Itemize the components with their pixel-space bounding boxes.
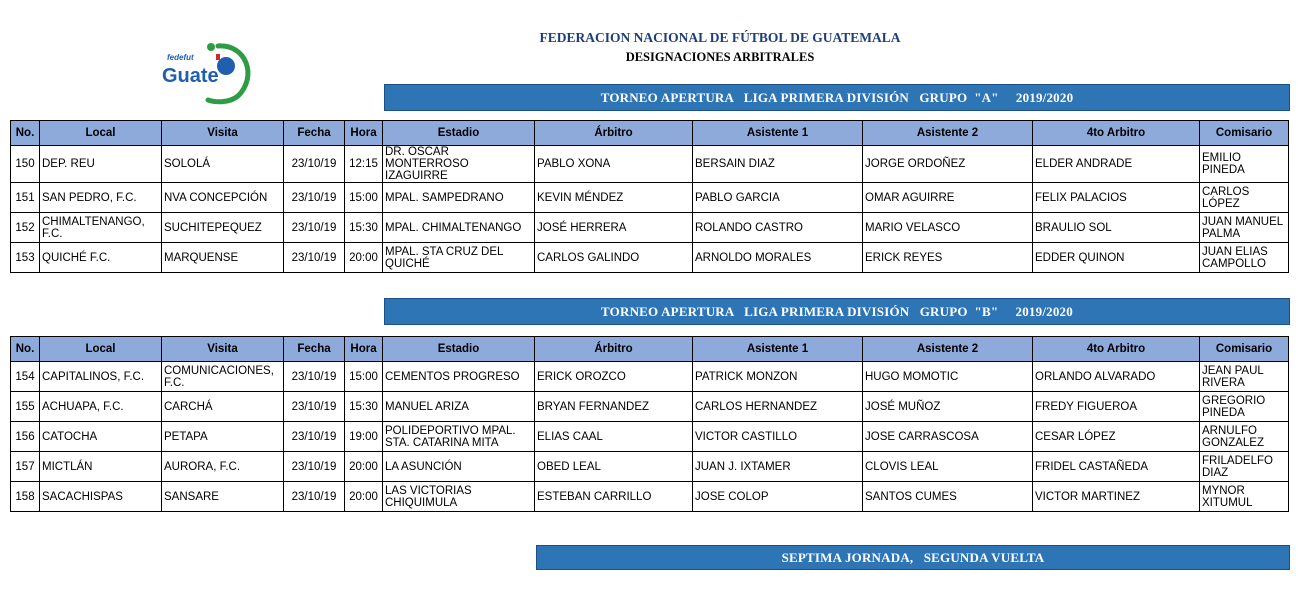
group-b-header-row: [11, 337, 1289, 362]
cell-comisario: JUAN ELIAS CAMPOLLO: [1200, 243, 1289, 273]
table-row: [11, 183, 1289, 213]
cell-fecha: 23/10/19: [284, 452, 345, 482]
cell-hora: 12:15: [345, 146, 383, 183]
cell-estadio: MPAL. CHIMALTENANGO: [383, 213, 535, 243]
table-row: [11, 452, 1289, 482]
document-title: DESIGNACIONES ARBITRALES: [625, 50, 815, 64]
cell-local: MICTLÁN: [40, 452, 162, 482]
cell-local: SAN PEDRO, F.C.: [40, 183, 162, 213]
cell-hora: 15:00: [345, 183, 383, 213]
cell-local: CATOCHA: [40, 422, 162, 452]
cell-visita: MARQUENSE: [162, 243, 284, 273]
table-row: [11, 392, 1289, 422]
cell-arbitro: JOSÉ HERRERA: [535, 213, 693, 243]
cell-asistente-2: JOSE CARRASCOSA: [863, 422, 1033, 452]
cell-fecha: 23/10/19: [284, 183, 345, 213]
cell-hora: 15:30: [345, 392, 383, 422]
table-row: [11, 213, 1289, 243]
col-comisario: Comisario: [1200, 121, 1289, 146]
cell-local: ACHUAPA, F.C.: [40, 392, 162, 422]
cell-asistente-2: SANTOS CUMES: [863, 482, 1033, 512]
cell-estadio: LAS VICTORIAS CHIQUIMULA: [383, 482, 535, 512]
cell-fecha: 23/10/19: [284, 422, 345, 452]
cell-4to-arbitro: BRAULIO SOL: [1033, 213, 1200, 243]
col-4to-arbitro: 4to Arbitro: [1033, 121, 1200, 146]
cell-comisario: EMILIO PINEDA: [1200, 146, 1289, 183]
cell-local: CHIMALTENANGO, F.C.: [40, 213, 162, 243]
group-a-banner: TORNEO APERTURA LIGA PRIMERA DIVISIÓN GRUPO "A" 2019/2020: [384, 84, 1290, 111]
cell-estadio: MPAL. SAMPEDRANO: [383, 183, 535, 213]
cell-no: 150: [11, 146, 40, 183]
cell-estadio: DR. OSCAR MONTERROSO IZAGUIRRE: [383, 146, 535, 183]
col-hora: Hora: [345, 121, 383, 146]
cell-asistente-2: HUGO MOMOTIC: [863, 362, 1033, 392]
cell-no: 157: [11, 452, 40, 482]
col-4to-arbitro: 4to Arbitro: [1033, 337, 1200, 362]
cell-comisario: ARNULFO GONZALEZ: [1200, 422, 1289, 452]
cell-4to-arbitro: FELIX PALACIOS: [1033, 183, 1200, 213]
cell-visita: AURORA, F.C.: [162, 452, 284, 482]
cell-asistente-1: VICTOR CASTILLO: [693, 422, 863, 452]
table-row: [11, 422, 1289, 452]
cell-arbitro: KEVIN MÉNDEZ: [535, 183, 693, 213]
cell-visita: SOLOLÁ: [162, 146, 284, 183]
cell-local: DEP. REU: [40, 146, 162, 183]
col-no: No.: [11, 337, 40, 362]
cell-visita: SUCHITEPEQUEZ: [162, 213, 284, 243]
table-row: [11, 146, 1289, 183]
cell-local: SACACHISPAS: [40, 482, 162, 512]
cell-asistente-1: ARNOLDO MORALES: [693, 243, 863, 273]
cell-asistente-2: ERICK REYES: [863, 243, 1033, 273]
cell-visita: PETAPA: [162, 422, 284, 452]
col-asistente-1: Asistente 1: [693, 121, 863, 146]
cell-fecha: 23/10/19: [284, 146, 345, 183]
col-hora: Hora: [345, 337, 383, 362]
cell-hora: 20:00: [345, 452, 383, 482]
cell-4to-arbitro: ORLANDO ALVARADO: [1033, 362, 1200, 392]
cell-asistente-2: JOSÉ MUÑOZ: [863, 392, 1033, 422]
col-fecha: Fecha: [284, 121, 345, 146]
col-asistente-2: Asistente 2: [863, 121, 1033, 146]
cell-hora: 19:00: [345, 422, 383, 452]
logo-main-text: Guate: [162, 65, 219, 87]
cell-comisario: GREGORIO PINEDA: [1200, 392, 1289, 422]
logo-small-text: fedefut: [167, 53, 194, 62]
col-arbitro: Árbitro: [535, 337, 693, 362]
org-name: FEDERACION NACIONAL DE FÚTBOL DE GUATEMALA: [539, 30, 901, 45]
cell-asistente-1: BERSAIN DIAZ: [693, 146, 863, 183]
cell-comisario: FRILADELFO DIAZ: [1200, 452, 1289, 482]
cell-visita: COMUNICACIONES, F.C.: [162, 362, 284, 392]
cell-local: CAPITALINOS, F.C.: [40, 362, 162, 392]
cell-4to-arbitro: CESAR LÓPEZ: [1033, 422, 1200, 452]
cell-arbitro: OBED LEAL: [535, 452, 693, 482]
col-local: Local: [40, 121, 162, 146]
cell-visita: SANSARE: [162, 482, 284, 512]
jornada-banner: SEPTIMA JORNADA, SEGUNDA VUELTA: [536, 545, 1290, 570]
group-a-header-row: [11, 121, 1289, 146]
cell-fecha: 23/10/19: [284, 243, 345, 273]
cell-asistente-2: MARIO VELASCO: [863, 213, 1033, 243]
cell-arbitro: BRYAN FERNANDEZ: [535, 392, 693, 422]
table-row: [11, 362, 1289, 392]
cell-4to-arbitro: EDDER QUINON: [1033, 243, 1200, 273]
cell-asistente-1: JOSE COLOP: [693, 482, 863, 512]
cell-local: QUICHÉ F.C.: [40, 243, 162, 273]
cell-fecha: 23/10/19: [284, 362, 345, 392]
cell-no: 154: [11, 362, 40, 392]
cell-asistente-1: PABLO GARCIA: [693, 183, 863, 213]
group-b-table: [10, 336, 1289, 512]
col-asistente-2: Asistente 2: [863, 337, 1033, 362]
cell-no: 153: [11, 243, 40, 273]
col-estadio: Estadio: [383, 337, 535, 362]
col-visita: Visita: [162, 337, 284, 362]
cell-no: 156: [11, 422, 40, 452]
cell-asistente-2: OMAR AGUIRRE: [863, 183, 1033, 213]
table-row: [11, 482, 1289, 512]
cell-asistente-1: CARLOS HERNANDEZ: [693, 392, 863, 422]
cell-arbitro: CARLOS GALINDO: [535, 243, 693, 273]
col-comisario: Comisario: [1200, 337, 1289, 362]
cell-comisario: JUAN MANUEL PALMA: [1200, 213, 1289, 243]
cell-hora: 20:00: [345, 243, 383, 273]
cell-asistente-2: JORGE ORDOÑEZ: [863, 146, 1033, 183]
fedefut-logo: [158, 38, 258, 108]
cell-visita: CARCHÁ: [162, 392, 284, 422]
col-asistente-1: Asistente 1: [693, 337, 863, 362]
cell-comisario: MYNOR XITUMUL: [1200, 482, 1289, 512]
table-row: [11, 243, 1289, 273]
cell-estadio: LA ASUNCIÓN: [383, 452, 535, 482]
cell-asistente-1: JUAN J. IXTAMER: [693, 452, 863, 482]
cell-estadio: MPAL. STA CRUZ DEL QUICHÉ: [383, 243, 535, 273]
cell-estadio: MANUEL ARIZA: [383, 392, 535, 422]
cell-4to-arbitro: FREDY FIGUEROA: [1033, 392, 1200, 422]
cell-fecha: 23/10/19: [284, 482, 345, 512]
cell-arbitro: ELIAS CAAL: [535, 422, 693, 452]
cell-arbitro: PABLO XONA: [535, 146, 693, 183]
cell-asistente-1: ROLANDO CASTRO: [693, 213, 863, 243]
col-no: No.: [11, 121, 40, 146]
cell-estadio: CEMENTOS PROGRESO: [383, 362, 535, 392]
cell-comisario: JEAN PAUL RIVERA: [1200, 362, 1289, 392]
cell-asistente-1: PATRICK MONZON: [693, 362, 863, 392]
cell-asistente-2: CLOVIS LEAL: [863, 452, 1033, 482]
cell-arbitro: ERICK OROZCO: [535, 362, 693, 392]
cell-4to-arbitro: ELDER ANDRADE: [1033, 146, 1200, 183]
cell-hora: 20:00: [345, 482, 383, 512]
cell-visita: NVA CONCEPCIÓN: [162, 183, 284, 213]
cell-no: 152: [11, 213, 40, 243]
cell-no: 151: [11, 183, 40, 213]
cell-estadio: POLIDEPORTIVO MPAL. STA. CATARINA MITA: [383, 422, 535, 452]
group-a-table: [10, 120, 1289, 273]
cell-4to-arbitro: VICTOR MARTINEZ: [1033, 482, 1200, 512]
cell-arbitro: ESTEBAN CARRILLO: [535, 482, 693, 512]
col-fecha: Fecha: [284, 337, 345, 362]
col-local: Local: [40, 337, 162, 362]
cell-fecha: 23/10/19: [284, 213, 345, 243]
cell-hora: 15:30: [345, 213, 383, 243]
cell-fecha: 23/10/19: [284, 392, 345, 422]
cell-4to-arbitro: FRIDEL CASTAÑEDA: [1033, 452, 1200, 482]
cell-comisario: CARLOS LÓPEZ: [1200, 183, 1289, 213]
cell-hora: 15:00: [345, 362, 383, 392]
col-visita: Visita: [162, 121, 284, 146]
col-arbitro: Árbitro: [535, 121, 693, 146]
group-b-banner: TORNEO APERTURA LIGA PRIMERA DIVISIÓN GRUPO "B" 2019/2020: [384, 298, 1290, 325]
col-estadio: Estadio: [383, 121, 535, 146]
cell-no: 158: [11, 482, 40, 512]
cell-no: 155: [11, 392, 40, 422]
